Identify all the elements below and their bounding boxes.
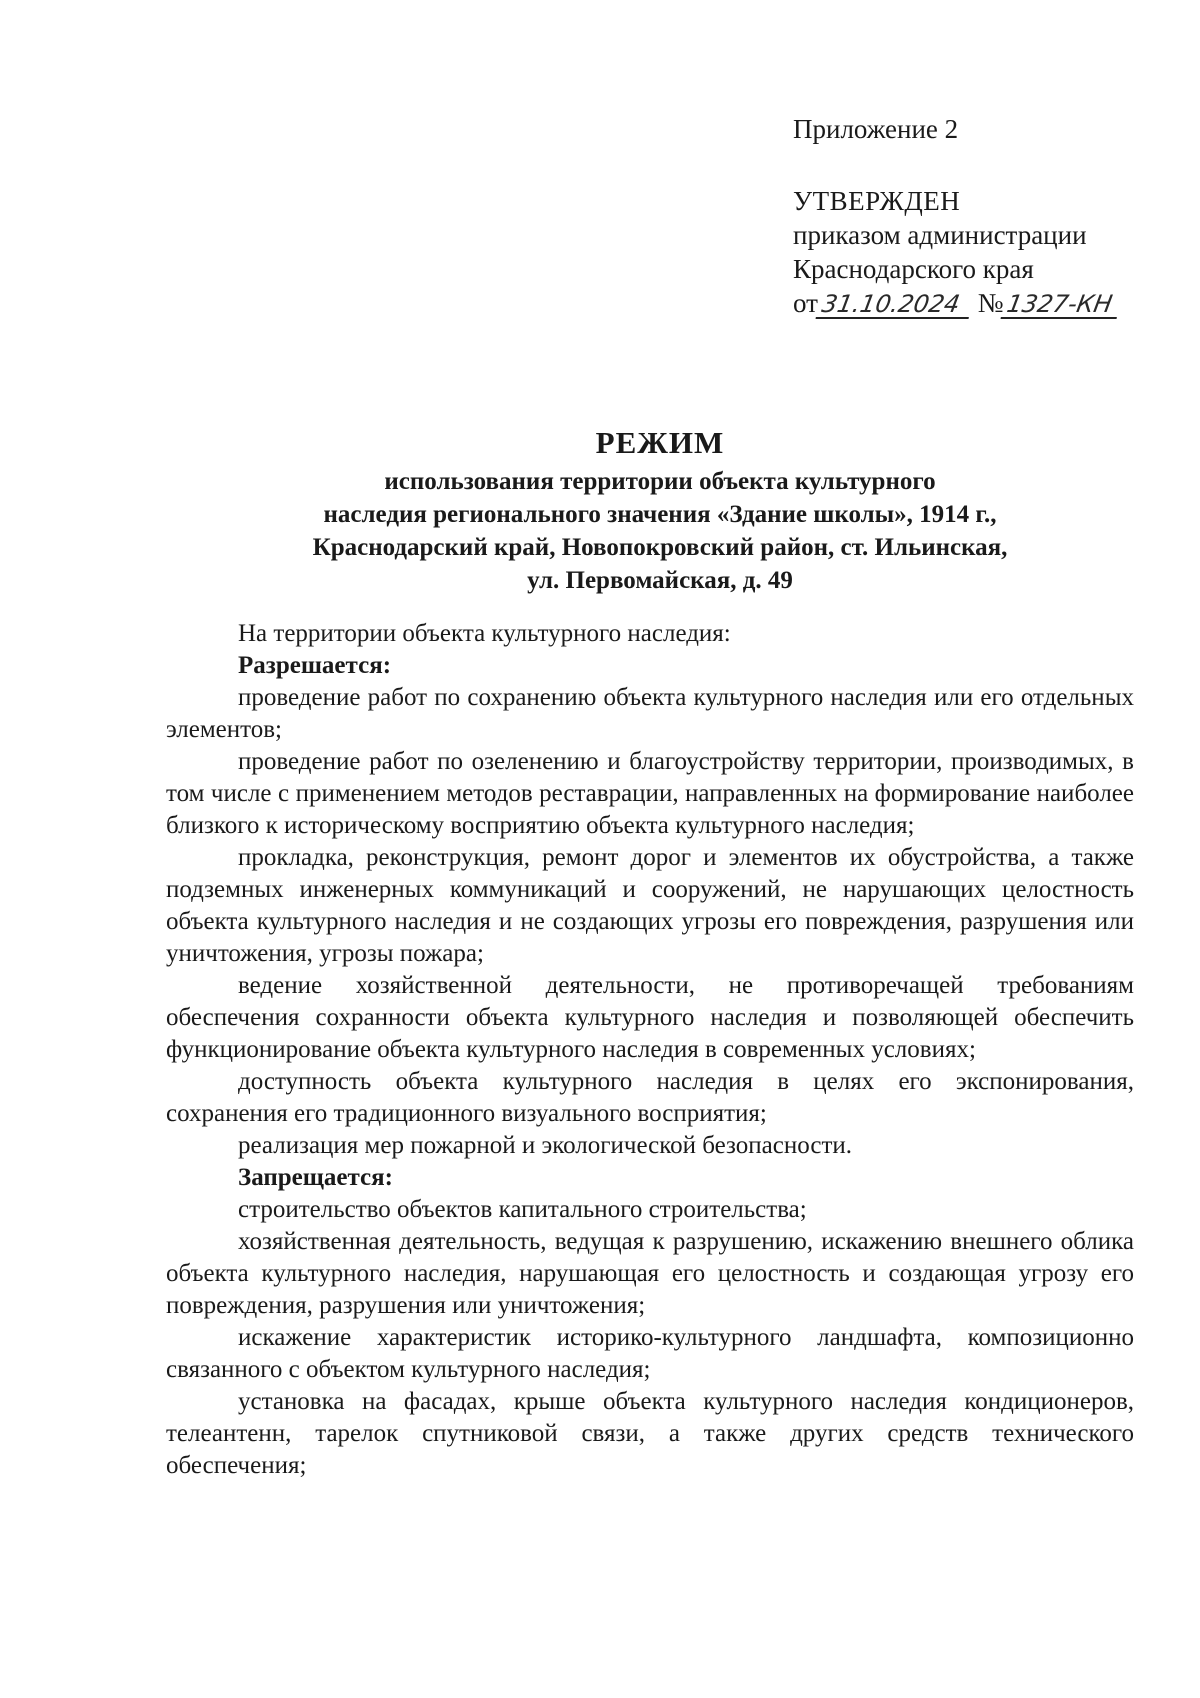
order-date-number-line <box>793 286 1153 320</box>
date-prefix: от <box>793 288 818 318</box>
title-line-4: ул. Первомайская, д. 49 <box>527 567 793 594</box>
forbidden-heading: Запрещается: <box>238 1164 394 1191</box>
title-line-3: Краснодарский край, Новопокровский район, ст. Ильинская, <box>312 534 1008 561</box>
allowed-item: проведение работ по сохранению объекта культурного наследия или его отдельных элементов; <box>166 684 1134 743</box>
allowed-item: ведение хозяйственной деятельности, не противоречащей требованиям обеспечения сохранности объекта культурного наследия и позволяющей обеспечить функционирование объекта культурного наследия в современных условиях; <box>166 972 1134 1063</box>
allowed-item: прокладка, реконструкция, ремонт дорог и элементов их обустройства, а также подземных инженерных коммуникаций и сооружений, не нарушающих целостность объекта культурного наследия и не создающих угрозы его повреждения, разрушения или уничтожения, угрозы пожара; <box>166 844 1134 967</box>
allowed-item: доступность объекта культурного наследия в целях его экспонирования, сохранения его традиционного визуального восприятия; <box>166 1068 1134 1127</box>
approval-line-2: Краснодарского края <box>793 254 1034 284</box>
approval-stamp-block <box>793 112 1153 320</box>
forbidden-item: искажение характеристик историко-культурного ландшафта, композиционно связанного с объектом культурного наследия; <box>166 1324 1134 1383</box>
approved-label: УТВЕРЖДЕН <box>793 186 961 216</box>
handwritten-number: 1327-КН <box>1001 291 1122 319</box>
forbidden-item: строительство объектов капитального строительства; <box>238 1196 807 1223</box>
allowed-item: реализация мер пожарной и экологической безопасности. <box>238 1132 853 1159</box>
title-line-2: наследия регионального значения «Здание школы», 1914 г., <box>323 501 997 528</box>
allowed-item: проведение работ по озеленению и благоустройству территории, производимых, в том числе с применением методов реставрации, направленных на формирование наиболее близкого к историческому восприятию объекта культурного наследия; <box>166 748 1134 839</box>
document-body <box>166 618 1134 1482</box>
number-prefix: № <box>977 288 1004 318</box>
forbidden-item: установка на фасадах, крыше объекта культурного наследия кондиционеров, телеантенн, тарелок спутниковой связи, а также других средств технического обеспечения; <box>166 1388 1134 1479</box>
allowed-heading: Разрешается: <box>238 652 392 679</box>
approval-line-1: приказом администрации <box>793 220 1087 250</box>
document-title: РЕЖИМ <box>595 425 725 460</box>
annex-label: Приложение 2 <box>793 114 959 144</box>
handwritten-date: 31.10.2024 <box>815 291 973 319</box>
document-title-block <box>150 425 1170 597</box>
intro-paragraph: На территории объекта культурного наследия: <box>238 620 731 647</box>
forbidden-item: хозяйственная деятельность, ведущая к разрушению, искажению внешнего облика объекта культурного наследия, нарушающая его целостность и создающая угрозу его повреждения, разрушения или уничтожения; <box>166 1228 1134 1319</box>
title-line-1: использования территории объекта культурного <box>384 468 936 495</box>
